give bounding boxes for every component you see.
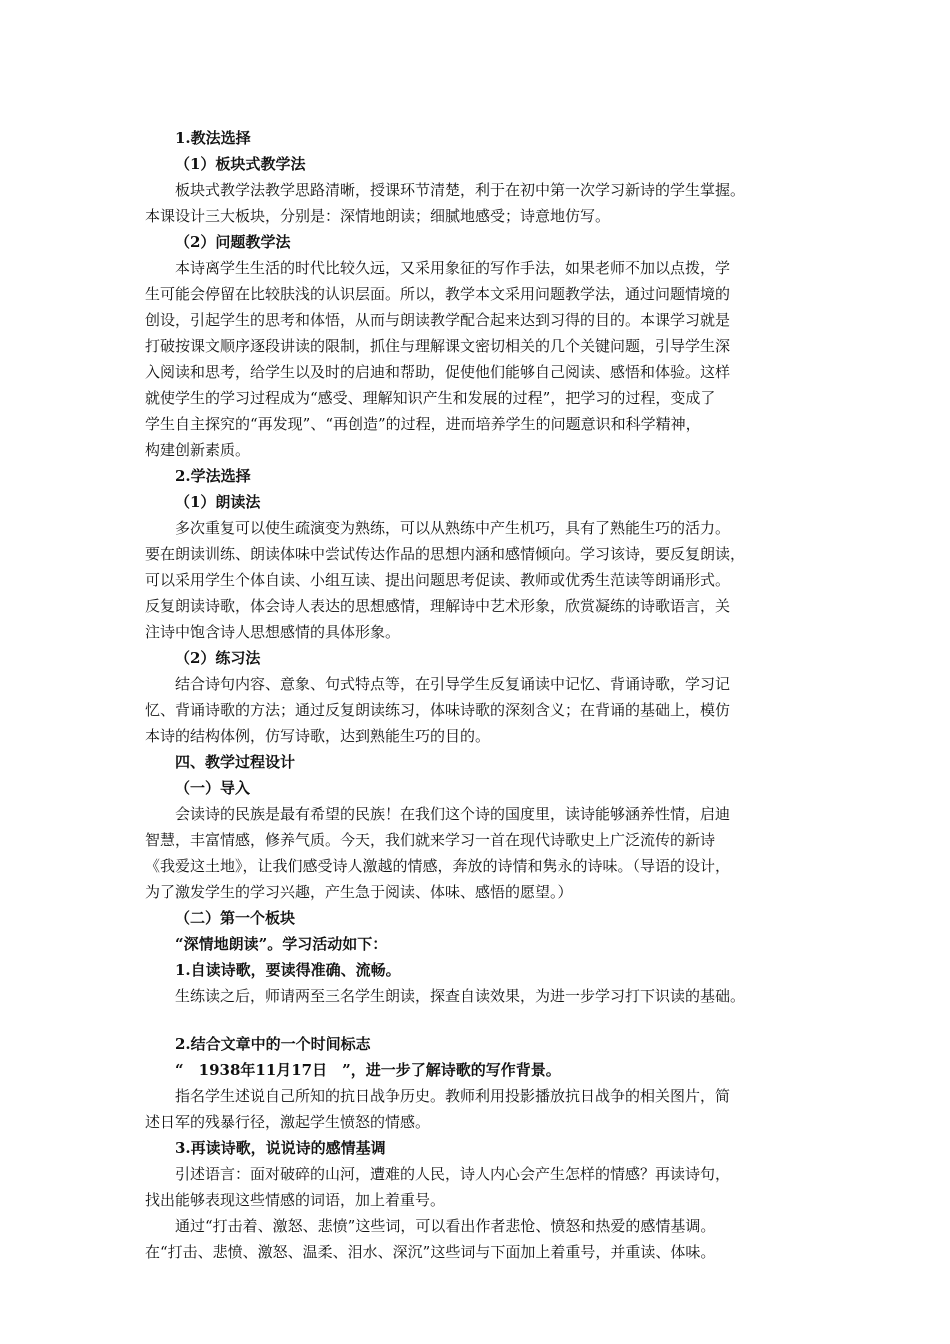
text-line: 指名学生述说自己所知的抗日战争历史。教师利用投影播放抗日战争的相关图片，简 [175, 1087, 731, 1105]
text-line: 生可能会停留在比较肤浅的认识层面。所以，教学本文采用问题教学法，通过问题情境的 [145, 285, 731, 303]
text-line: 找出能够表现这些情感的词语，加上着重号。 [145, 1191, 446, 1209]
text-line: 本诗离学生生活的时代比较久远，又采用象征的写作手法，如果老师不加以点拨，学 [175, 259, 731, 277]
text-line: 板块式教学法教学思路清晰，授课环节清楚，利于在初中第一次学习新诗的学生掌握。 [175, 181, 746, 199]
text-line: （1）板块式教学法 [175, 155, 306, 173]
text-line: 多次重复可以使生疏演变为熟练，可以从熟练中产生机巧，具有了熟能生巧的活力。 [175, 519, 731, 537]
text-line: 本诗的结构体例，仿写诗歌，达到熟能生巧的目的。 [145, 727, 491, 745]
text-line: 构建创新素质。 [145, 441, 251, 459]
text-line: 2.学法选择 [175, 467, 251, 485]
text-line: （1）朗读法 [175, 493, 261, 511]
text-line: 2.结合文章中的一个时间标志 [175, 1035, 371, 1053]
text-line: 可以采用学生个体自读、小组互读、提出问题思考促读、教师或优秀生范读等朗诵形式。 [145, 571, 731, 589]
text-line: （一）导入 [175, 779, 251, 797]
text-line: 要在朗读训练、朗读体味中尝试传达作品的思想内涵和感情倾向。学习该诗，要反复朗读， [145, 545, 746, 563]
text-line: （2）练习法 [175, 649, 261, 667]
text-line: 打破按课文顺序逐段讲读的限制，抓住与理解课文密切相关的几个关键问题，引导学生深 [145, 337, 731, 355]
text-line: 反复朗读诗歌，体会诗人表达的思想感情，理解诗中艺术形象，欣赏凝练的诗歌语言，关 [145, 597, 731, 615]
text-line: 1.自读诗歌，要读得准确、流畅。 [175, 961, 401, 979]
document-body [145, 125, 815, 1265]
text-line: 引述语言：面对破碎的山河，遭难的人民，诗人内心会产生怎样的情感？再读诗句， [175, 1165, 731, 1183]
text-line: （二）第一个板块 [175, 909, 296, 927]
text-line: 智慧，丰富情感，修养气质。今天，我们就来学习一首在现代诗歌史上广泛流传的新诗 [145, 831, 716, 849]
text-line: “ 1938年11月17日 ”，进一步了解诗歌的写作背景。 [175, 1061, 561, 1079]
text-line: 结合诗句内容、意象、句式特点等，在引导学生反复诵读中记忆、背诵诗歌，学习记 [175, 675, 731, 693]
text-line: 为了激发学生的学习兴趣，产生急于阅读、体味、感悟的愿望。） [145, 883, 573, 901]
text-line: 就使学生的学习过程成为“感受、理解知识产生和发展的过程”，把学习的过程，变成了 [145, 389, 716, 407]
text-line: 《我爱这土地》，让我们感受诗人激越的情感，奔放的诗情和隽永的诗味。（导语的设计， [145, 857, 731, 875]
text-line: 忆、背诵诗歌的方法；通过反复朗读练习，体味诗歌的深刻含义；在背诵的基础上，模仿 [145, 701, 731, 719]
text-line: 生练读之后，师请两至三名学生朗读，探查自读效果，为进一步学习打下识读的基础。 [175, 987, 746, 1005]
text-line: 述日军的残暴行径，激起学生愤怒的情感。 [145, 1113, 431, 1131]
text-line: 学生自主探究的“再发现”、“再创造”的过程，进而培养学生的问题意识和科学精神， [145, 415, 701, 433]
text-line: 四、教学过程设计 [175, 753, 296, 771]
text-line: 本课设计三大板块，分别是：深情地朗读；细腻地感受；诗意地仿写。 [145, 207, 611, 225]
text-line: 在“打击、悲愤、激怒、温柔、泪水、深沉”这些词与下面加上着重号，并重读、体味。 [145, 1243, 716, 1261]
text-line [145, 1009, 815, 1031]
text-line: 3.再读诗歌，说说诗的感情基调 [175, 1139, 386, 1157]
text-line: 会读诗的民族是最有希望的民族！在我们这个诗的国度里，读诗能够涵养性情，启迪 [175, 805, 731, 823]
text-line: 通过“打击着、激怒、悲愤”这些词，可以看出作者悲怆、愤怒和热爱的感情基调。 [175, 1217, 716, 1235]
text-line: （2）问题教学法 [175, 233, 291, 251]
text-line: 入阅读和思考，给学生以及时的启迪和帮助，促使他们能够自己阅读、感悟和体验。这样 [145, 363, 731, 381]
text-line: “深情地朗读”。学习活动如下： [175, 935, 388, 953]
text-line: 注诗中饱含诗人思想感情的具体形象。 [145, 623, 401, 641]
text-line: 创设，引起学生的思考和体悟，从而与朗读教学配合起来达到习得的目的。本课学习就是 [145, 311, 731, 329]
text-line: 1.教法选择 [175, 129, 251, 147]
